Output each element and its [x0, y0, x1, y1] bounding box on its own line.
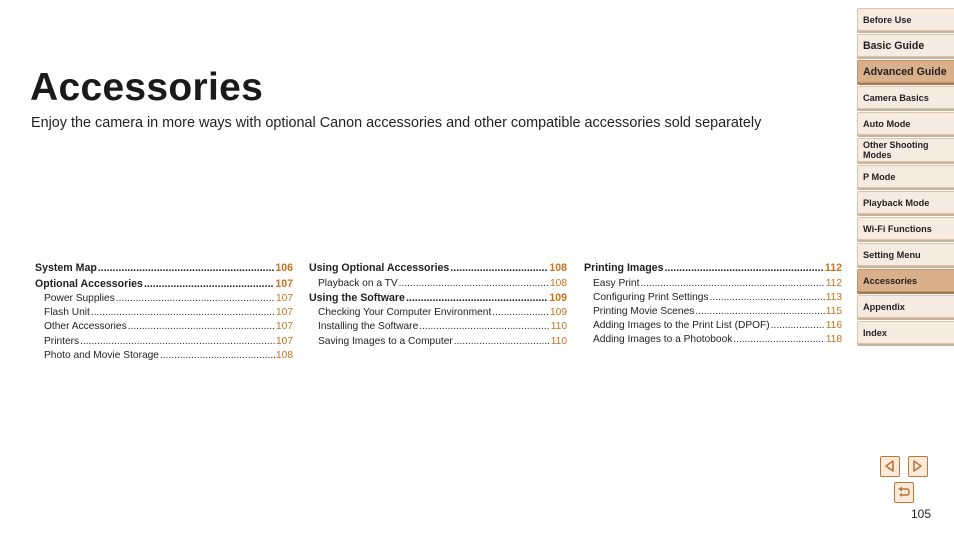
toc-entry-page: 108: [276, 349, 293, 361]
leader-dots: [116, 292, 275, 306]
toc-entry-label: Saving Images to a Computer: [318, 335, 453, 347]
leader-dots: [406, 291, 548, 307]
leader-dots: [492, 306, 549, 320]
toc-entry-page: 115: [825, 305, 842, 317]
toc-entry-label: Adding Images to a Photobook: [593, 334, 733, 346]
sidebar-tab-other-shooting-modes[interactable]: [857, 138, 954, 162]
return-button[interactable]: [894, 482, 914, 503]
toc-entry[interactable]: [35, 320, 293, 334]
toc-entry-page: 110: [550, 335, 567, 347]
toc-entry-page: 110: [550, 321, 567, 333]
toc-entry-label: Adding Images to the Print List (DPOF): [593, 320, 770, 332]
leader-dots: [399, 277, 549, 291]
toc-entry-label: Printing Movie Scenes: [593, 305, 695, 317]
toc-entry-page: 109: [550, 307, 567, 319]
toc-entry[interactable]: [35, 306, 293, 320]
leader-dots: [128, 320, 275, 334]
toc-entry-page: 109: [549, 291, 567, 304]
toc-entry-label: Easy Print: [593, 277, 640, 289]
sidebar-tab-before-use[interactable]: [857, 8, 954, 31]
sidebar-tab-label: Auto Mode: [863, 118, 911, 129]
toc-entry-page: 112: [824, 262, 842, 274]
toc-entry-label: Using Optional Accessories: [309, 262, 450, 274]
return-icon: [895, 483, 912, 501]
sidebar-tab-auto-mode[interactable]: [857, 112, 954, 135]
leader-dots: [695, 305, 824, 319]
toc-entry[interactable]: [584, 291, 842, 305]
sidebar-tab-accessories[interactable]: [857, 269, 954, 292]
leader-dots: [771, 319, 825, 333]
leader-dots: [710, 291, 825, 305]
toc-entry-page: 106: [275, 262, 293, 274]
sidebar-tab-label: Setting Menu: [863, 249, 921, 260]
next-page-icon: [909, 457, 926, 475]
toc-entry-page: 107: [275, 277, 293, 290]
sidebar-tab-wi-fi-functions[interactable]: [857, 217, 954, 240]
sidebar-tab-p-mode[interactable]: [857, 165, 954, 188]
sidebar-tab-label: Index: [863, 327, 887, 338]
next-page-button[interactable]: [908, 456, 928, 477]
toc-entry[interactable]: [584, 319, 842, 333]
sidebar-tab-label: Playback Mode: [863, 197, 930, 208]
sidebar-tab-label: Advanced Guide: [863, 65, 947, 78]
sidebar-tab-label: Appendix: [863, 301, 905, 312]
sidebar-tab-index[interactable]: [857, 321, 954, 344]
toc-entry-label: Printers: [44, 335, 80, 347]
toc-entry-page: 118: [825, 334, 842, 346]
toc-entry[interactable]: [584, 277, 842, 291]
toc-entry[interactable]: [35, 277, 293, 293]
sidebar-tab-basic-guide[interactable]: [857, 34, 954, 57]
sidebar-tab-label: Accessories: [863, 275, 918, 286]
sidebar-tab-label: Camera Basics: [863, 92, 929, 103]
toc-entry[interactable]: [35, 335, 293, 349]
leader-dots: [91, 306, 275, 320]
toc-column-3: [584, 261, 842, 347]
leader-dots: [450, 261, 548, 277]
toc-entry-label: Printing Images: [584, 262, 664, 274]
toc-entry-label: Power Supplies: [44, 293, 115, 304]
leader-dots: [144, 277, 274, 293]
toc-entry-label: Flash Unit: [44, 307, 90, 319]
toc-entry[interactable]: [309, 306, 567, 320]
toc-column-1: [35, 261, 293, 363]
toc-entry[interactable]: [35, 261, 293, 277]
toc-column-2: [309, 261, 567, 349]
page-number: 105: [911, 507, 932, 521]
leader-dots: [664, 261, 823, 277]
toc-entry[interactable]: [309, 277, 567, 291]
toc-entry[interactable]: [584, 305, 842, 319]
toc-entry-label: Photo and Movie Storage: [44, 349, 159, 361]
leader-dots: [733, 333, 824, 347]
toc-entry-page: 113: [825, 291, 842, 303]
toc-entry-page: 112: [825, 277, 842, 289]
toc-entry[interactable]: [309, 320, 567, 334]
toc-entry[interactable]: [584, 261, 842, 277]
toc-entry-label: System Map: [35, 262, 97, 274]
leader-dots: [419, 320, 550, 334]
toc-entry-label: Configuring Print Settings: [593, 291, 709, 303]
toc-entry[interactable]: [309, 291, 567, 307]
sidebar-tab-advanced-guide[interactable]: [857, 60, 954, 83]
page-title: Accessories: [30, 66, 264, 109]
sidebar-tab-label: Before Use: [863, 14, 912, 25]
toc-entry-label: Installing the Software: [318, 321, 419, 333]
toc-entry-label: Checking Your Computer Environment: [318, 307, 492, 319]
toc-entry[interactable]: [35, 349, 293, 363]
leader-dots: [80, 335, 275, 349]
sidebar-tab-label: Basic Guide: [863, 39, 925, 52]
sidebar-tab-setting-menu[interactable]: [857, 243, 954, 266]
toc-entry-label: Other Accessories: [44, 321, 127, 333]
toc-entry[interactable]: [309, 335, 567, 349]
sidebar-tabs: [857, 8, 954, 347]
toc-entry-label: Using the Software: [309, 291, 405, 304]
toc-entry-label: Optional Accessories: [35, 277, 143, 290]
previous-page-button[interactable]: [880, 456, 900, 477]
toc-entry-page: 107: [276, 307, 293, 319]
toc-entry-page: 108: [549, 262, 567, 274]
leader-dots: [98, 261, 274, 277]
toc-entry-page: 108: [550, 277, 567, 289]
sidebar-tab-label: P Mode: [863, 171, 896, 182]
leader-dots: [160, 349, 275, 363]
sidebar-tab-camera-basics[interactable]: [857, 86, 954, 109]
toc-entry-page: 116: [825, 320, 842, 332]
toc-entry-page: 107: [276, 321, 293, 333]
toc-entry[interactable]: [309, 261, 567, 277]
toc-entry[interactable]: [35, 292, 293, 306]
previous-page-icon: [881, 457, 898, 475]
sidebar-tab-label: Wi-Fi Functions: [863, 223, 932, 234]
toc-entry-page: 107: [276, 335, 293, 347]
sidebar-tab-label: Other Shooting Modes: [863, 140, 929, 160]
page-subtitle: Enjoy the camera in more ways with optional Canon accessories and other compatible accessories sold separately: [31, 115, 762, 131]
sidebar-tab-playback-mode[interactable]: [857, 191, 954, 214]
leader-dots: [454, 335, 550, 349]
sidebar-tab-appendix[interactable]: [857, 295, 954, 318]
toc-entry-page: 107: [276, 293, 293, 304]
toc-entry[interactable]: [584, 333, 842, 347]
leader-dots: [640, 277, 824, 291]
toc-entry-label: Playback on a TV: [318, 277, 398, 289]
